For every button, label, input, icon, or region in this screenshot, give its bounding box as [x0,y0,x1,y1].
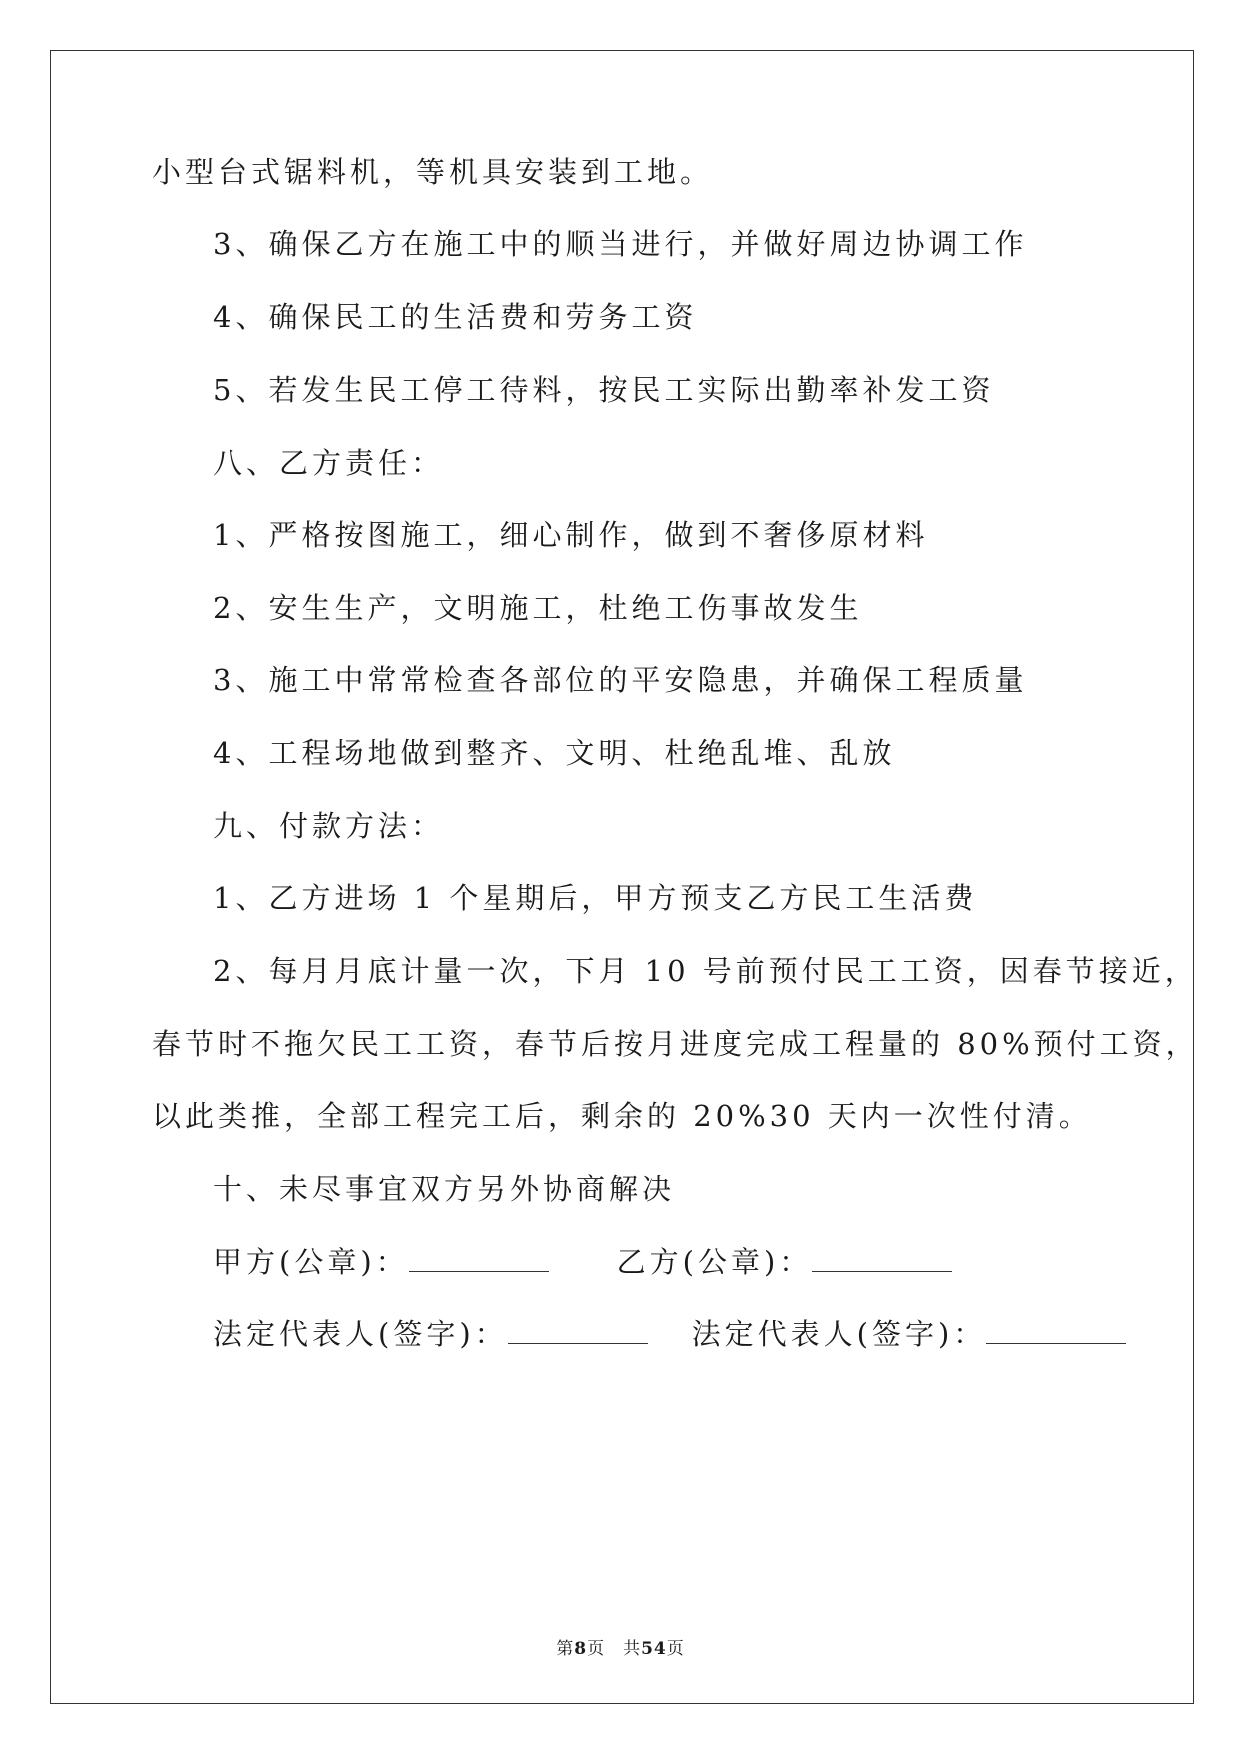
body-line-14: 以此类推，全部工程完工后，剩余的 20%30 天内一次性付清。 [152,1099,1092,1133]
body-line-3: 4、确保民工的生活费和劳务工资 [213,300,698,334]
party-b-rep-blank [986,1321,1126,1344]
section-heading-8: 八、乙方责任： [213,446,445,480]
body-line-6: 1、严格按图施工，细心制作，做到不奢侈原材料 [213,518,929,552]
party-a-seal-blank [409,1249,549,1272]
party-b-rep-label: 法定代表人(签字)： [691,1317,987,1351]
seal-signature-row [213,1245,952,1279]
body-line-1: 小型台式锯料机，等机具安装到工地。 [152,155,714,189]
party-a-rep-label: 法定代表人(签字)： [213,1317,508,1351]
party-a-seal-label: 甲方(公章)： [213,1245,409,1279]
party-a-rep-blank [508,1321,648,1344]
body-line-12: 2、每月月底计量一次，下月 10 号前预付民工工资，因春节接近， [213,954,1198,988]
body-line-13: 春节时不拖欠民工工资，春节后按月进度完成工程量的 80%预付工资， [152,1027,1199,1061]
page-footer [0,1634,1241,1659]
party-b-seal-blank [812,1249,952,1272]
body-line-9: 4、工程场地做到整齐、文明、杜绝乱堆、乱放 [213,736,896,770]
party-b-seal-label: 乙方(公章)： [616,1245,813,1279]
page-border [50,50,1194,1704]
section-heading-9: 九、付款方法： [213,809,445,843]
body-line-2: 3、确保乙方在施工中的顺当进行，并做好周边协调工作 [213,227,1028,261]
body-line-7: 2、安生生产，文明施工，杜绝工伤事故发生 [213,591,863,625]
footer-prefix: 第 [556,1639,575,1659]
footer-total-suffix: 页 [666,1639,685,1659]
footer-total-prefix: 共 [623,1639,642,1659]
body-line-8: 3、施工中常常检查各部位的平安隐患，并确保工程质量 [213,663,1028,697]
section-heading-10: 十、未尽事宜双方另外协商解决 [213,1172,676,1206]
representative-signature-row [213,1317,1126,1351]
body-line-11: 1、乙方进场 1 个星期后，甲方预支乙方民工生活费 [213,881,978,915]
footer-page-suffix: 页 [587,1639,606,1659]
current-page-number: 8 [574,1639,588,1659]
total-page-count: 54 [641,1639,667,1659]
body-line-4: 5、若发生民工停工待料，按民工实际出勤率补发工资 [213,373,995,407]
